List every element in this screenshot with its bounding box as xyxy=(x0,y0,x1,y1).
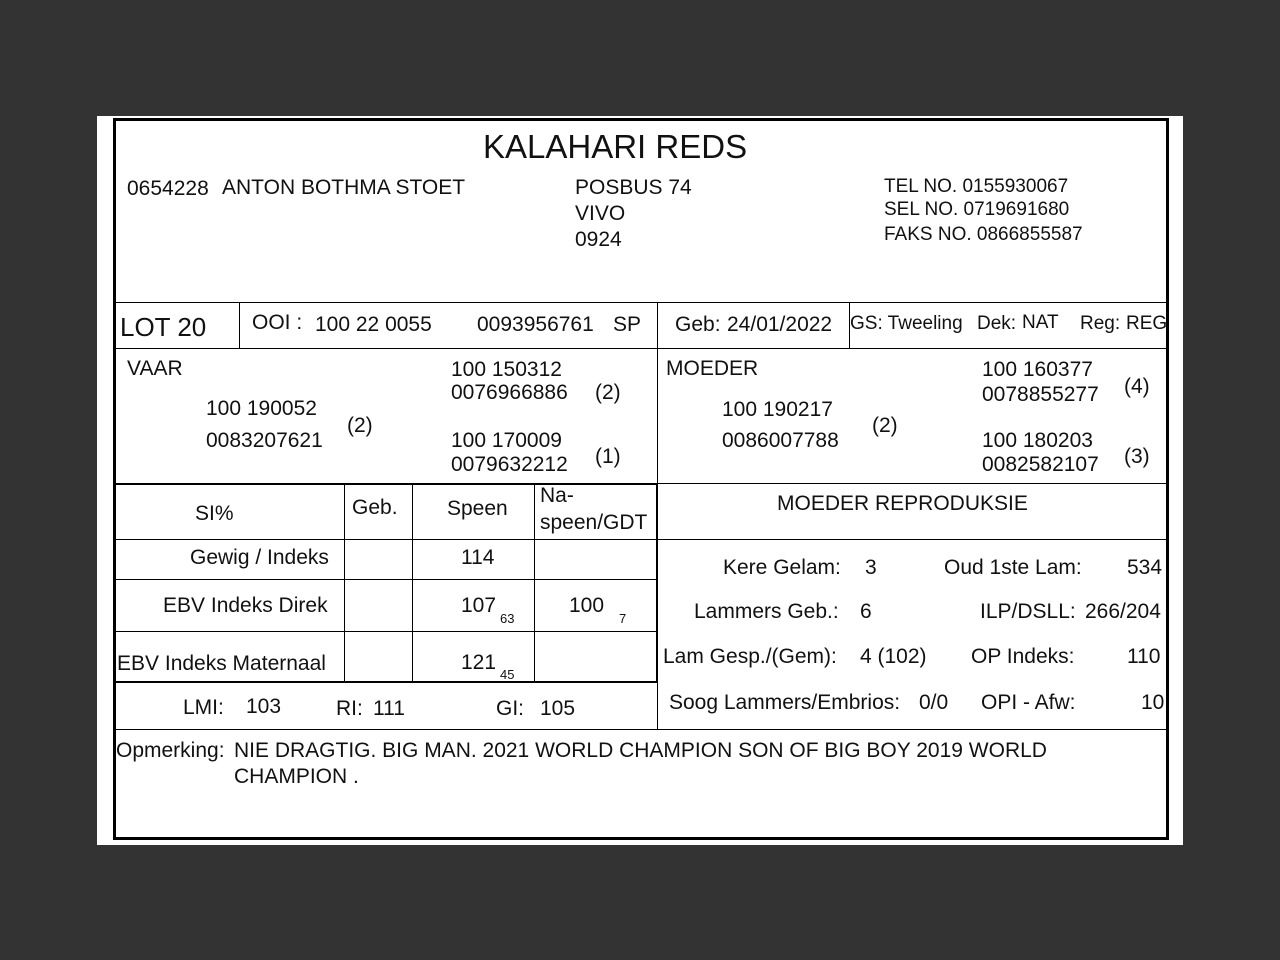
ooi-id: 100 22 0055 xyxy=(315,313,432,336)
col-si-header: SI% xyxy=(195,502,234,525)
tel-number: TEL NO. 0155930067 xyxy=(884,176,1069,197)
address-line-3: 0924 xyxy=(575,228,622,251)
ooi-label: OOI : xyxy=(252,311,303,334)
dam-sire-id: 100 160377 xyxy=(982,358,1093,381)
dam-sire-code: 0078855277 xyxy=(982,383,1099,406)
col-naspeen-header-1: Na- xyxy=(540,484,574,507)
dek-value: NAT xyxy=(1022,312,1059,333)
divider xyxy=(344,483,345,682)
soog-label: Soog Lammers/Embrios: xyxy=(669,691,901,714)
row-label-gewig: Gewig / Indeks xyxy=(190,546,329,569)
col-naspeen-header-2: speen/GDT xyxy=(540,511,648,534)
kere-value: 3 xyxy=(865,556,877,579)
row-maternaal-speen: 121 xyxy=(461,651,497,674)
reg-label: Reg: xyxy=(1080,313,1121,334)
dam-dam-code: 0082582107 xyxy=(982,453,1099,476)
sire-sire-count: (2) xyxy=(595,381,621,404)
row-direk-speen-sub: 63 xyxy=(500,611,515,626)
sire-count: (2) xyxy=(347,414,373,437)
divider xyxy=(116,579,657,580)
divider xyxy=(412,483,413,682)
col-geb-header: Geb. xyxy=(352,496,398,519)
opi-label: OPI - Afw: xyxy=(981,691,1076,714)
lmi-label: LMI: xyxy=(183,696,224,719)
sire-label: VAAR xyxy=(127,357,183,380)
ooi-suffix: SP xyxy=(613,313,642,336)
opi-value: 10 xyxy=(1141,691,1165,714)
sire-id: 100 190052 xyxy=(206,397,317,420)
ri-label: RI: xyxy=(336,697,363,720)
gesp-value: 4 (102) xyxy=(860,645,927,668)
gs-status: GS: Tweeling xyxy=(850,313,963,334)
gi-label: GI: xyxy=(496,697,525,720)
divider xyxy=(657,483,1169,484)
lammers-label: Lammers Geb.: xyxy=(694,600,839,623)
lot-number: LOT 20 xyxy=(120,312,207,342)
divider xyxy=(656,483,658,682)
divider xyxy=(657,682,658,729)
dam-label: MOEDER xyxy=(666,357,759,380)
op-value: 110 xyxy=(1127,645,1161,668)
breeder-name: ANTON BOTHMA STOET xyxy=(222,176,466,199)
ilp-value: 266/204 xyxy=(1085,600,1161,623)
dam-dam-count: (3) xyxy=(1124,445,1150,468)
breeder-number: 0654228 xyxy=(127,177,209,200)
sire-dam-count: (1) xyxy=(595,445,621,468)
divider xyxy=(116,483,657,485)
dam-code: 0086007788 xyxy=(722,429,839,452)
divider xyxy=(116,302,1169,303)
sire-dam-id: 100 170009 xyxy=(451,429,562,452)
sel-number: SEL NO. 0719691680 xyxy=(884,199,1070,220)
divider xyxy=(116,539,1169,540)
remarks-line-2: CHAMPION . xyxy=(234,765,359,788)
breed-title: KALAHARI REDS xyxy=(483,128,748,165)
catalog-sheet xyxy=(97,116,1183,845)
remarks-label: Opmerking: xyxy=(116,739,225,762)
row-direk-naspeen: 100 xyxy=(569,594,605,617)
kere-label: Kere Gelam: xyxy=(723,556,841,579)
divider xyxy=(116,348,1169,349)
lmi-value: 103 xyxy=(246,695,282,718)
dam-dam-id: 100 180203 xyxy=(982,429,1093,452)
ooi-code: 0093956761 xyxy=(477,313,594,336)
dam-sire-count: (4) xyxy=(1124,375,1150,398)
op-label: OP Indeks: xyxy=(971,645,1075,668)
divider xyxy=(116,729,1169,730)
divider xyxy=(657,348,658,484)
soog-value: 0/0 xyxy=(919,691,949,714)
divider xyxy=(116,681,657,683)
ilp-label: ILP/DSLL: xyxy=(980,600,1076,623)
col-speen-header: Speen xyxy=(447,497,508,520)
dam-count: (2) xyxy=(872,414,898,437)
reproduction-title: MOEDER REPRODUKSIE xyxy=(777,492,1028,515)
reg-value: REG xyxy=(1126,313,1168,334)
faks-number: FAKS NO. 0866855587 xyxy=(884,224,1083,245)
dam-id: 100 190217 xyxy=(722,398,833,421)
divider xyxy=(239,302,240,348)
address-line-1: POSBUS 74 xyxy=(575,176,692,199)
sire-code: 0083207621 xyxy=(206,429,323,452)
gi-value: 105 xyxy=(540,697,576,720)
oud-label: Oud 1ste Lam: xyxy=(944,556,1082,579)
gesp-label: Lam Gesp./(Gem): xyxy=(663,645,837,668)
row-gewig-speen: 114 xyxy=(461,546,495,569)
birth-label: Geb: xyxy=(675,313,721,336)
remarks-line-1: NIE DRAGTIG. BIG MAN. 2021 WORLD CHAMPION SON OF BIG BOY 2019 WORLD xyxy=(234,739,1047,762)
birth-date: 24/01/2022 xyxy=(727,313,833,336)
lot-card xyxy=(113,118,1169,840)
dek-label: Dek: xyxy=(977,313,1017,334)
sire-dam-code: 0079632212 xyxy=(451,453,568,476)
row-direk-naspeen-sub: 7 xyxy=(619,611,627,626)
divider xyxy=(116,631,657,632)
sire-sire-id: 100 150312 xyxy=(451,358,562,381)
address-line-2: VIVO xyxy=(575,202,626,225)
row-label-direk: EBV Indeks Direk xyxy=(163,594,328,617)
row-maternaal-speen-sub: 45 xyxy=(500,667,515,682)
sire-sire-code: 0076966886 xyxy=(451,381,568,404)
row-direk-speen: 107 xyxy=(461,594,497,617)
row-label-maternaal: EBV Indeks Maternaal xyxy=(117,652,326,675)
divider xyxy=(534,483,535,682)
oud-value: 534 xyxy=(1127,556,1163,579)
divider xyxy=(657,302,658,348)
ri-value: 111 xyxy=(373,697,405,720)
lammers-value: 6 xyxy=(860,600,872,623)
